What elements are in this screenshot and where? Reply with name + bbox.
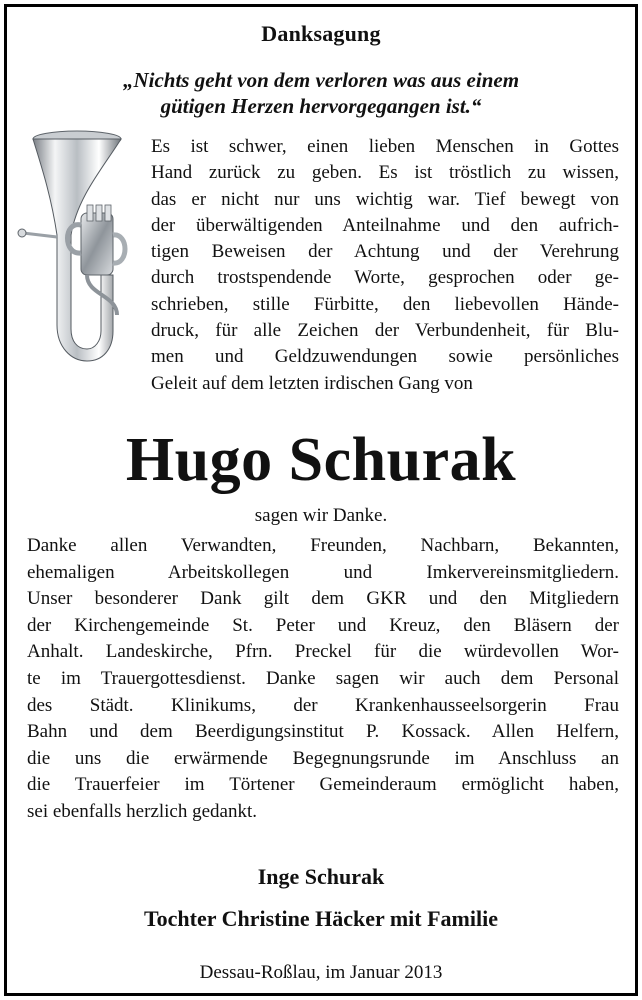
body-paragraph [27, 533, 619, 826]
body-line: Bahn und dem Beerdigungsinstitut P. Kossack. Allen Helfern, [27, 721, 619, 743]
place-date: Dessau-Roßlau, im Januar 2013 [199, 962, 443, 983]
intro-line: durch trostspendende Worte, gesprochen oder ge- [151, 267, 619, 289]
obituary-notice [4, 4, 638, 996]
body-line: Danke allen Verwandten, Freunden, Nachbarn, Bekannten, [27, 535, 619, 556]
intro-paragraph [151, 134, 619, 397]
body-line: te im Trauergottesdienst. Danke sagen wir auch dem Personal [27, 667, 619, 689]
intro-line: Geleit auf dem letzten irdischen Gang von [151, 372, 473, 394]
deceased-name: Hugo Schurak [125, 426, 517, 494]
thanks-line: sagen wir Danke. [254, 505, 388, 526]
intro-line: Es ist schwer, einen lieben Menschen in Gottes [151, 136, 619, 157]
tuba-icon [17, 125, 133, 375]
intro-line: das er nicht nur uns wichtig war. Tief bewegt von [151, 188, 619, 210]
body-line: des Städt. Klinikums, der Krankenhausseelsorgerin Frau [27, 694, 619, 716]
body-line: Unser besonderer Dank gilt dem GKR und den Mitgliedern [27, 588, 619, 610]
intro-line: Hand zurück zu geben. Es ist tröstlich zu wissen, [151, 162, 619, 184]
quote-line: „Nichts geht von dem verloren was aus einem [122, 68, 520, 92]
quote [7, 67, 635, 119]
body-line: Anhalt. Landeskirche, Pfrn. Preckel für die würdevollen Wor- [27, 641, 619, 663]
notice-heading: Danksagung [261, 21, 381, 46]
body-line: ehemaligen Arbeitskollegen und Imkervereinsmitgliedern. [27, 561, 619, 583]
intro-line: druck, für alle Zeichen der Verbundenheit, für Blu- [151, 320, 619, 342]
intro-line: tigen Beweisen der Achtung und der Verehrung [151, 241, 619, 263]
intro-line: men und Geldzuwendungen sowie persönliches [151, 346, 619, 368]
intro-line: der überwältigenden Anteilnahme und den aufrich- [151, 214, 619, 236]
signature-primary: Inge Schurak [257, 864, 385, 889]
body-line: die uns die erwärmende Begegnungsrunde im Anschluss an [27, 747, 619, 769]
signature-family: Tochter Christine Häcker mit Familie [144, 906, 498, 931]
intro-line: schrieben, stille Fürbitte, den liebevollen Hände- [151, 293, 619, 315]
quote-line: gütigen Herzen hervorgegangen ist.“ [160, 94, 482, 118]
body-line: sei ebenfalls herzlich gedankt. [27, 800, 258, 822]
body-line: der Kirchengemeinde St. Peter und Kreuz, den Bläsern der [27, 614, 619, 636]
body-line: die Trauerfeier im Törtener Gemeinderaum ermöglicht haben, [27, 774, 619, 796]
